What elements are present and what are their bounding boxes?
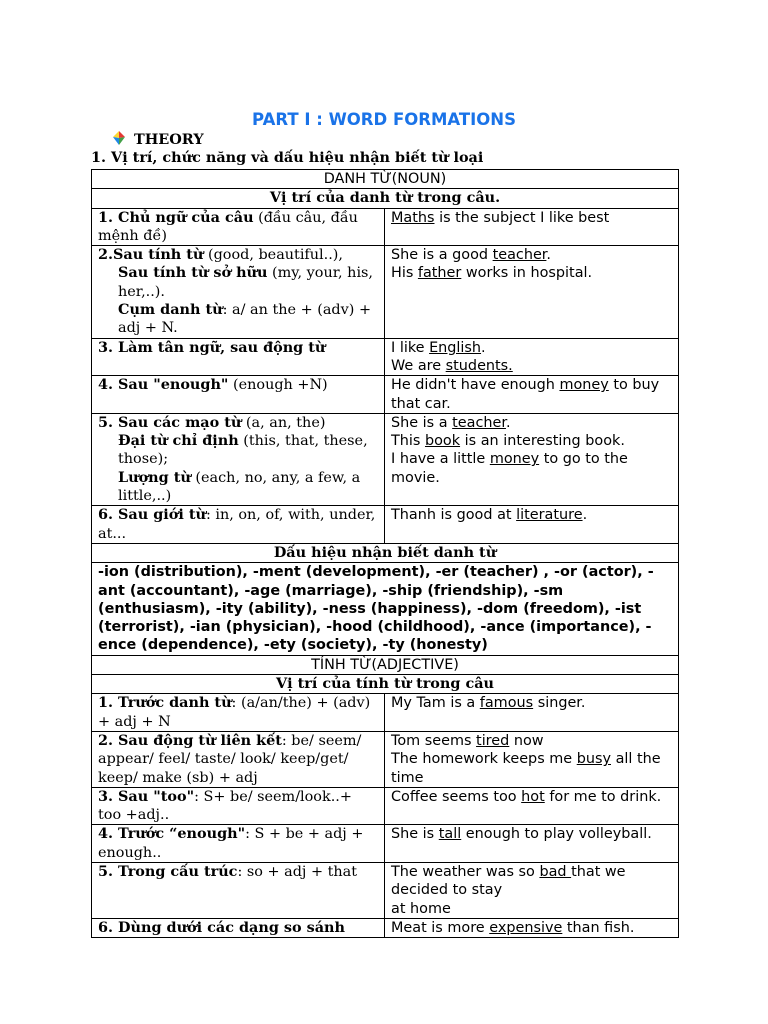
position-detail: (each, no, any, a few, a little,..) <box>118 469 361 505</box>
position-detail: : be/ seem/ appear/ feel/ taste/ look/ keep/get/ keep/ make (sb) + adj <box>98 732 362 786</box>
example-cell <box>385 338 679 376</box>
position-cell <box>92 918 385 937</box>
example-text: than fish. <box>562 919 635 936</box>
example-word: English <box>429 339 482 356</box>
example-text: He didn't have enough <box>391 377 560 394</box>
example-line <box>391 863 672 900</box>
position-item <box>98 506 378 543</box>
noun-signs-heading-row <box>92 543 679 562</box>
table-row <box>92 413 679 505</box>
example-text: Coffee seems too <box>391 788 522 805</box>
example-word: book <box>424 433 461 450</box>
position-cell <box>92 862 385 918</box>
example-word: tall <box>438 826 462 843</box>
example-word: money <box>559 377 609 394</box>
example-line <box>391 414 672 432</box>
position-detail: (good, beautiful..), <box>203 247 343 264</box>
example-line <box>391 825 672 843</box>
example-line <box>391 357 672 375</box>
table-row <box>92 376 679 414</box>
section-heading: 1. Vị trí, chức năng và dấu hiệu nhận biết từ loại <box>91 149 484 166</box>
position-item <box>98 694 378 731</box>
table-row <box>92 825 679 863</box>
example-cell <box>385 918 679 937</box>
example-text: His <box>391 265 418 282</box>
example-text: for me to drink. <box>544 788 662 805</box>
example-cell <box>385 413 679 505</box>
position-cell <box>92 787 385 825</box>
position-detail: : so + adj + that <box>237 863 357 880</box>
example-line <box>391 900 672 918</box>
example-text: My Tam is a <box>391 695 480 712</box>
example-text: We are <box>391 357 446 374</box>
example-cell <box>385 246 679 338</box>
example-word: famous <box>479 695 534 712</box>
table-row <box>92 246 679 338</box>
example-word: hot <box>521 788 545 805</box>
example-word: expensive <box>489 919 563 936</box>
position-label: 6. Sau giới từ <box>98 506 206 524</box>
noun-signs-text: -ion (distribution), -ment (development), -er (teacher) , -or (actor), -ant (accountant), -age (marriage), -ship (friendship), -sm (enthusiasm), -ity (ability), -ness (happiness), -dom (freedom), -ist (terrorist), -ian (physician), -hood (childhood), -ance (importance), -ence (dependence), -ety (society), -ty (honesty) <box>92 563 679 655</box>
example-word: busy <box>576 751 611 768</box>
position-detail: : S + be + adj + enough.. <box>98 826 364 861</box>
example-cell <box>385 825 679 863</box>
table-row <box>92 338 679 376</box>
noun-signs-text-row <box>92 563 679 655</box>
example-word: teacher <box>452 414 506 431</box>
position-detail: (my, your, his, her,..). <box>118 265 374 300</box>
position-detail: (đầu câu, đầu mệnh đề) <box>98 209 358 244</box>
example-text: . <box>546 247 551 264</box>
position-detail: : a/ an the + (adv) + adj + N. <box>118 302 371 337</box>
position-label: 5. Sau các mạo từ <box>98 413 242 431</box>
position-item <box>98 264 378 301</box>
page-title: PART I : WORD FORMATIONS <box>252 110 516 129</box>
adjective-heading: TÍNH TỪ(ADJECTIVE) <box>92 655 679 674</box>
position-label: Lượng từ <box>118 468 191 486</box>
position-label: 3. Làm tân ngữ, sau động từ <box>98 338 326 356</box>
adjective-subheading: Vị trí của tính từ trong câu <box>92 675 679 694</box>
example-line <box>391 788 672 806</box>
position-item <box>98 863 378 881</box>
example-line <box>391 450 672 487</box>
example-word: Maths <box>391 209 435 226</box>
example-cell <box>385 376 679 414</box>
position-cell <box>92 376 385 414</box>
position-detail: : (a/an/the) + (adv) + adj + N <box>98 695 371 730</box>
adjective-subheading-row <box>92 675 679 694</box>
position-cell <box>92 825 385 863</box>
table-row <box>92 787 679 825</box>
position-label: 2. Sau động từ liên kết <box>98 731 282 749</box>
position-item <box>98 469 378 506</box>
position-label: 1. Chủ ngữ của câu <box>98 208 254 226</box>
noun-subheading-row <box>92 189 679 208</box>
position-item <box>98 339 378 357</box>
example-line <box>391 376 672 413</box>
noun-heading-row <box>92 170 679 189</box>
example-text: singer. <box>533 695 586 712</box>
position-cell <box>92 246 385 338</box>
example-text: to buy that car. <box>391 377 660 412</box>
example-text: She is <box>391 826 439 843</box>
example-text: Thanh is good at <box>391 507 517 524</box>
example-text: Meat is more <box>391 919 490 936</box>
example-text: The homework keeps me <box>391 751 577 768</box>
noun-signs-heading: Dấu hiệu nhận biết danh từ <box>92 543 679 562</box>
example-word: teacher <box>492 247 547 264</box>
example-word: money <box>489 451 540 468</box>
table-body <box>92 170 679 938</box>
position-cell <box>92 208 385 246</box>
example-text: She is a good <box>391 247 493 264</box>
example-line <box>391 750 672 787</box>
theory-label: THEORY <box>134 131 204 148</box>
example-text: at home <box>391 900 451 917</box>
table-row <box>92 862 679 918</box>
example-word: students. <box>445 357 513 374</box>
example-word: bad <box>539 863 572 880</box>
example-cell <box>385 694 679 732</box>
position-label: 5. Trong cấu trúc <box>98 862 238 880</box>
example-cell <box>385 208 679 246</box>
example-line <box>391 339 672 357</box>
position-cell <box>92 338 385 376</box>
position-item <box>98 788 378 825</box>
position-item <box>98 301 378 338</box>
diamond-bullet-icon <box>112 131 126 145</box>
example-text: works in hospital. <box>461 265 593 282</box>
table-row <box>92 506 679 544</box>
example-text: I have a little <box>391 451 490 468</box>
table-row <box>92 694 679 732</box>
example-line <box>391 506 672 524</box>
example-cell <box>385 862 679 918</box>
example-text: . <box>505 414 511 431</box>
position-cell <box>92 731 385 787</box>
position-label: 4. Trước “enough" <box>98 825 246 843</box>
position-item <box>98 246 378 264</box>
position-detail: (enough +N) <box>228 377 328 394</box>
position-label: Đại từ chỉ định <box>118 432 239 450</box>
example-text: This <box>391 433 425 450</box>
position-label: 6. Dùng dưới các dạng so sánh <box>98 918 345 936</box>
position-item <box>98 414 378 432</box>
example-text: to go to the movie. <box>391 451 628 486</box>
position-label: 2.Sau tính từ <box>98 246 204 264</box>
position-label: Cụm danh từ <box>118 301 223 319</box>
example-cell <box>385 787 679 825</box>
example-text: . <box>481 339 486 356</box>
position-item <box>98 432 378 469</box>
position-label: 4. Sau "enough" <box>98 376 229 394</box>
adjective-heading-row <box>92 655 679 674</box>
position-label: 1. Trước danh từ <box>98 694 232 712</box>
position-item <box>98 825 378 862</box>
word-formation-table <box>91 169 679 938</box>
example-word: father <box>417 265 462 282</box>
position-detail: : S+ be/ seem/look..+ too +adj.. <box>98 788 352 824</box>
table-row <box>92 731 679 787</box>
example-text: Tom seems <box>391 732 477 749</box>
position-detail: : in, on, of, with, under, at... <box>98 507 376 542</box>
position-item <box>98 732 378 787</box>
noun-heading: DANH TỪ(NOUN) <box>92 170 679 189</box>
example-text: . <box>582 507 588 524</box>
example-text: is an interesting book. <box>460 433 625 450</box>
example-word: literature <box>516 507 583 524</box>
theory-heading <box>112 131 204 149</box>
example-word: tired <box>476 732 510 749</box>
position-cell <box>92 694 385 732</box>
example-text: that we decided to stay <box>391 863 626 899</box>
example-text: now <box>509 732 544 749</box>
example-cell <box>385 731 679 787</box>
example-line <box>391 694 672 712</box>
example-line <box>391 732 672 750</box>
position-cell <box>92 413 385 505</box>
example-line <box>391 246 672 264</box>
example-text: I like <box>391 339 430 356</box>
noun-subheading: Vị trí của danh từ trong câu. <box>92 189 679 208</box>
example-text: She is a <box>391 414 453 431</box>
table-row <box>92 208 679 246</box>
position-cell <box>92 506 385 544</box>
table-row <box>92 918 679 937</box>
position-label: Sau tính từ sở hữu <box>118 264 268 282</box>
example-line <box>391 432 672 450</box>
example-text: is the subject I like best <box>434 209 610 226</box>
position-label: 3. Sau "too" <box>98 787 195 805</box>
example-text: The weather was so <box>391 863 540 880</box>
example-text: all the time <box>391 751 661 786</box>
example-line <box>391 209 672 227</box>
example-line <box>391 919 672 937</box>
position-detail: (this, that, these, those); <box>118 433 368 468</box>
position-item <box>98 919 378 937</box>
example-line <box>391 264 672 282</box>
example-text: enough to play volleyball. <box>461 826 652 843</box>
position-detail: (a, an, the) <box>241 414 326 431</box>
example-cell <box>385 506 679 544</box>
position-item <box>98 376 378 394</box>
position-item <box>98 209 378 246</box>
